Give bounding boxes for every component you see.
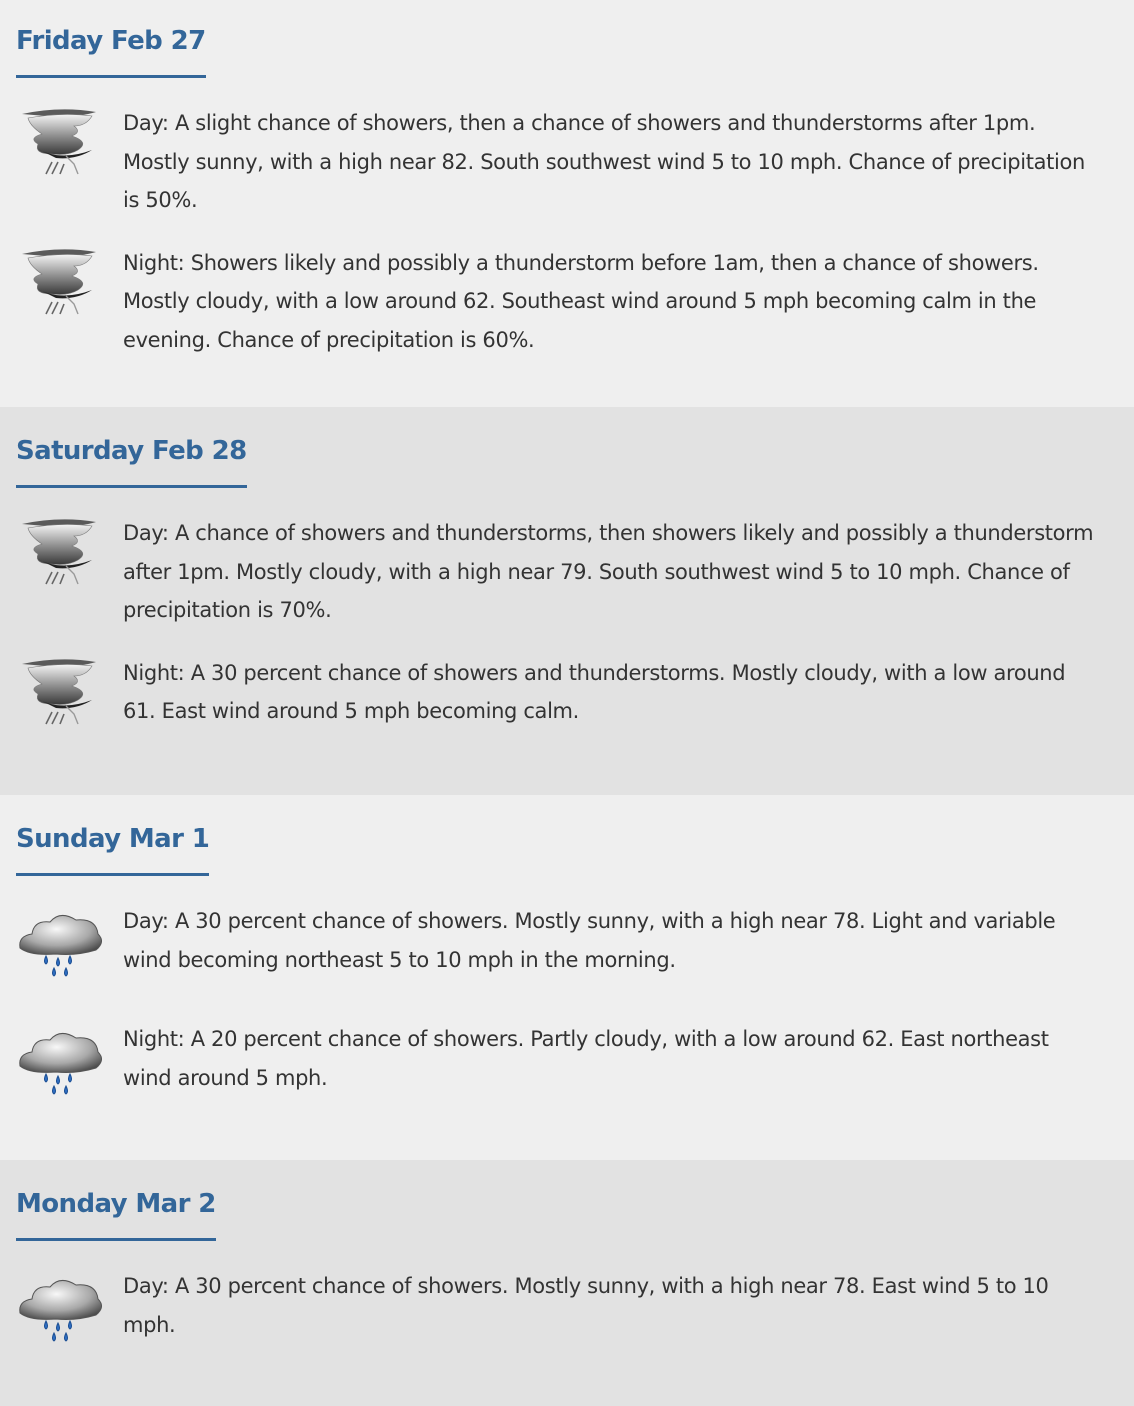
- forecast-period-night: [16, 654, 1118, 734]
- day-title-underline: [16, 26, 206, 78]
- rain-cloud-icon: [16, 1267, 104, 1347]
- period-text: Night: Showers likely and possibly a thunderstorm before 1am, then a chance of showers. Mostly cloudy, with a low around 62. Southeast wind around 5 mph becoming calm in the evening. Chance of precipitation is 60%.: [123, 250, 1039, 352]
- forecast-period-day: [16, 902, 1118, 982]
- day-title-underline: [16, 1189, 216, 1241]
- period-text: Day: A slight chance of showers, then a chance of showers and thunderstorms after 1pm. Mostly sunny, with a high near 82. South southwest wind 5 to 10 mph. Chance of precipitation is 50%.: [123, 111, 1085, 212]
- day-section-sunday: [0, 795, 1134, 1160]
- forecast-period-night: [16, 244, 1118, 360]
- forecast-period-day: [16, 1267, 1118, 1347]
- period-text: Day: A chance of showers and thunderstorms, then showers likely and possibly a thunderstorm after 1pm. Mostly cloudy, with a high near 79. South southwest wind 5 to 10 mph. Chance of precipitation is 70%.: [123, 521, 1094, 622]
- rain-cloud-icon: [16, 902, 104, 982]
- day-title-underline: [16, 436, 247, 488]
- day-title-underline: [16, 824, 209, 876]
- rain-cloud-icon: [16, 1020, 104, 1100]
- period-text: Day: A 30 percent chance of showers. Mostly sunny, with a high near 78. East wind 5 to 10 mph.: [123, 1274, 1049, 1337]
- period-text: Night: A 20 percent chance of showers. Partly cloudy, with a low around 62. East northeast wind around 5 mph.: [123, 1027, 1049, 1090]
- thunderstorm-icon: [16, 104, 104, 184]
- day-section-monday: [0, 1160, 1134, 1406]
- thunderstorm-icon: [16, 514, 104, 594]
- forecast-period-day: [16, 104, 1118, 220]
- day-title: Friday Feb 27: [16, 26, 206, 56]
- day-section-friday: [0, 0, 1134, 407]
- thunderstorm-icon: [16, 244, 104, 324]
- day-title: Saturday Feb 28: [16, 436, 247, 466]
- day-section-saturday: [0, 407, 1134, 795]
- day-title: Sunday Mar 1: [16, 824, 210, 854]
- period-text: Night: A 30 percent chance of showers and thunderstorms. Mostly cloudy, with a low around 61. East wind around 5 mph becoming calm.: [123, 660, 1066, 723]
- period-text: Day: A 30 percent chance of showers. Mostly sunny, with a high near 78. Light and variable wind becoming northeast 5 to 10 mph in the morning.: [123, 909, 1056, 972]
- forecast-period-night: [16, 1020, 1118, 1100]
- day-title: Monday Mar 2: [16, 1189, 216, 1219]
- forecast-period-day: [16, 514, 1118, 630]
- thunderstorm-icon: [16, 654, 104, 734]
